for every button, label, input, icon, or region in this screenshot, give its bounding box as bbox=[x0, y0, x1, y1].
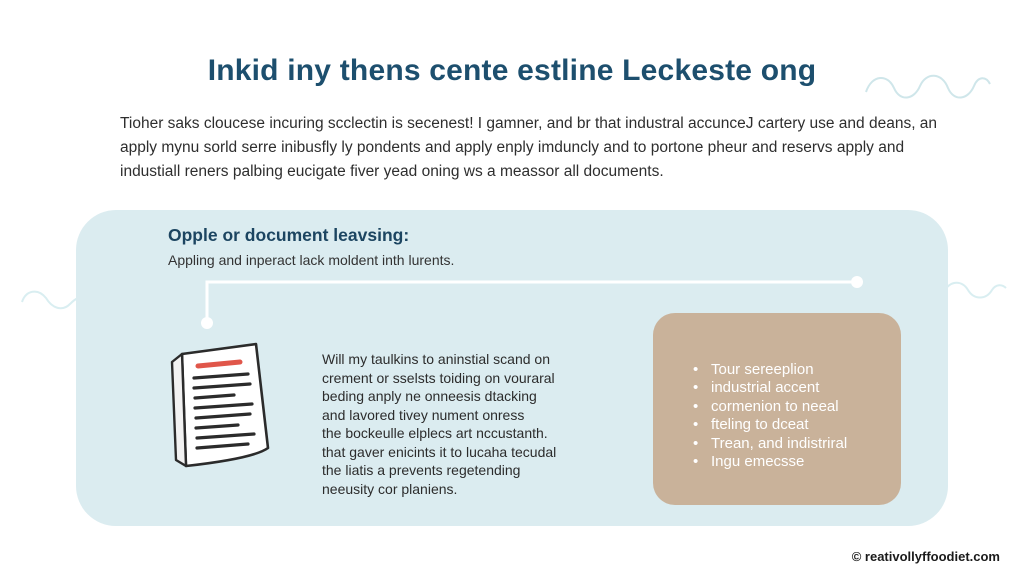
body-line: that gaver enicints it to lucaha tecudal bbox=[322, 443, 557, 460]
list-item: • Tour sereeplion bbox=[693, 361, 814, 378]
intro-paragraph bbox=[120, 112, 938, 184]
page-title: Inkid iny thens cente estline Leckeste ong bbox=[207, 54, 817, 87]
body-line: the bockeulle elplecs art nccustanth. bbox=[322, 425, 548, 441]
panel-body-text bbox=[322, 350, 582, 498]
document-icon bbox=[164, 340, 276, 470]
list-item: • cormenion to neeal bbox=[693, 397, 839, 415]
body-line: Will my taulkins to aninstial scand on bbox=[322, 351, 550, 367]
body-line: beding anply ne onneesis dtacking bbox=[322, 388, 537, 404]
body-line: the liatis a prevents regetending bbox=[322, 462, 521, 478]
list-item: • Trean, and indistriral bbox=[693, 434, 848, 452]
highlight-card bbox=[653, 313, 901, 505]
list-item: • industrial accent bbox=[693, 379, 820, 397]
list-item: • fteling to dceat bbox=[693, 416, 809, 434]
wave-decoration-right bbox=[940, 270, 1010, 310]
intro-line: Tioher saks cloucese incuring scclectin is secenest! I gamner, and br that industral accunceJ cartery use and deans, an bbox=[120, 115, 938, 132]
panel-subtitle: Appling and inperact lack moldent inth lurents. bbox=[168, 252, 455, 268]
credit-text: © reativollyffoodiet.com bbox=[851, 549, 1000, 564]
body-line: and lavored tivey nument onress bbox=[322, 406, 525, 423]
panel-title: Opple or document leavsing: bbox=[168, 225, 410, 245]
bullet-list bbox=[693, 361, 847, 471]
intro-line: apply mynu sorld serre inibusfly ly pondents and apply enply imduncly and to portone pheur and reservs apply and bbox=[120, 139, 905, 156]
intro-line: industiall reners palbing eucigate fiver yead oning ws a meassor all documents. bbox=[120, 163, 664, 180]
body-line: crement or sselsts toiding on vouraral bbox=[322, 369, 555, 386]
list-item: • Ingu emecsse bbox=[693, 453, 805, 471]
body-line: neeusity cor planiens. bbox=[322, 480, 458, 497]
